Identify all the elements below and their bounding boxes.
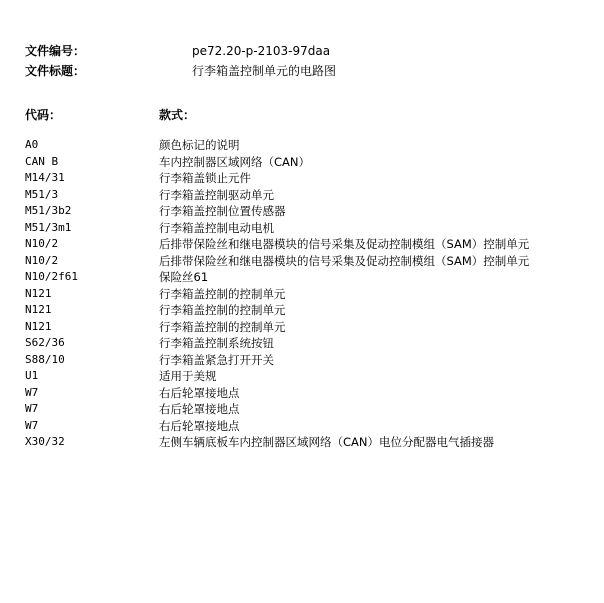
list-item [25, 418, 595, 435]
list-item [25, 401, 595, 418]
legend-list [25, 137, 595, 451]
file-number-value: pe72.20-p-2103-97daa [192, 44, 331, 58]
row-description: 行李箱盖控制的控制单元 [159, 286, 286, 301]
list-item [25, 236, 595, 253]
list-item [25, 368, 595, 385]
row-description: 行李箱盖锁止元件 [159, 171, 251, 185]
row-description: 保险丝61 [159, 270, 209, 284]
row-code: N121 [25, 303, 52, 316]
list-item [25, 220, 595, 237]
list-item [25, 352, 595, 369]
list-item [25, 187, 595, 204]
row-code: S62/36 [25, 336, 65, 349]
row-code: M14/31 [25, 171, 65, 184]
row-description: 左侧车辆底板车内控制器区域网络（CAN）电位分配器电气插接器 [159, 435, 494, 449]
list-item [25, 170, 595, 187]
row-code: N10/2f61 [25, 270, 78, 283]
row-code: M51/3 [25, 187, 59, 201]
row-code: N121 [25, 319, 52, 333]
row-code: CAN B [25, 154, 59, 168]
row-description: 行李箱盖控制电动电机 [159, 220, 274, 235]
list-item [25, 286, 595, 303]
row-code: M51/3b2 [25, 204, 72, 217]
list-item [25, 302, 595, 319]
row-code: A0 [25, 138, 39, 151]
row-description: 右后轮罩接地点 [159, 385, 240, 400]
file-number-label: 文件编号： [25, 44, 86, 58]
row-description: 右后轮罩接地点 [159, 418, 240, 433]
row-description: 行李箱盖控制驱动单元 [159, 187, 274, 202]
row-code: U1 [25, 369, 39, 382]
code-column-header: 代码： [25, 108, 62, 122]
row-code: W7 [25, 385, 39, 399]
style-column-header: 款式： [159, 108, 196, 122]
row-code: W7 [25, 402, 39, 415]
row-description: 车内控制器区域网络（CAN） [159, 154, 310, 169]
row-description: 后排带保险丝和继电器模块的信号采集及促动控制模组（SAM）控制单元 [159, 237, 530, 251]
file-title-label: 文件标题： [25, 64, 86, 78]
row-description: 后排带保险丝和继电器模块的信号采集及促动控制模组（SAM）控制单元 [159, 253, 530, 268]
row-code: N121 [25, 286, 52, 300]
row-description: 行李箱盖控制系统按钮 [159, 336, 274, 350]
row-description: 行李箱盖控制位置传感器 [159, 204, 286, 218]
file-title-value: 行李箱盖控制单元的电路图 [192, 64, 337, 78]
list-item [25, 434, 595, 451]
list-item [25, 137, 595, 154]
row-description: 右后轮罩接地点 [159, 402, 240, 416]
list-item [25, 253, 595, 270]
list-item [25, 335, 595, 352]
list-item [25, 319, 595, 336]
row-code: N10/2 [25, 253, 59, 267]
row-description: 适用于美规 [159, 369, 217, 383]
list-item [25, 269, 595, 286]
list-item [25, 203, 595, 220]
row-description: 行李箱盖紧急打开开关 [159, 352, 274, 367]
list-item [25, 385, 595, 402]
row-description: 行李箱盖控制的控制单元 [159, 319, 286, 334]
row-description: 行李箱盖控制的控制单元 [159, 303, 286, 317]
row-code: X30/32 [25, 435, 65, 448]
row-code: M51/3m1 [25, 220, 72, 234]
row-code: N10/2 [25, 237, 59, 250]
row-code: W7 [25, 418, 39, 432]
row-code: S88/10 [25, 352, 65, 366]
list-item [25, 154, 595, 171]
row-description: 颜色标记的说明 [159, 138, 240, 152]
